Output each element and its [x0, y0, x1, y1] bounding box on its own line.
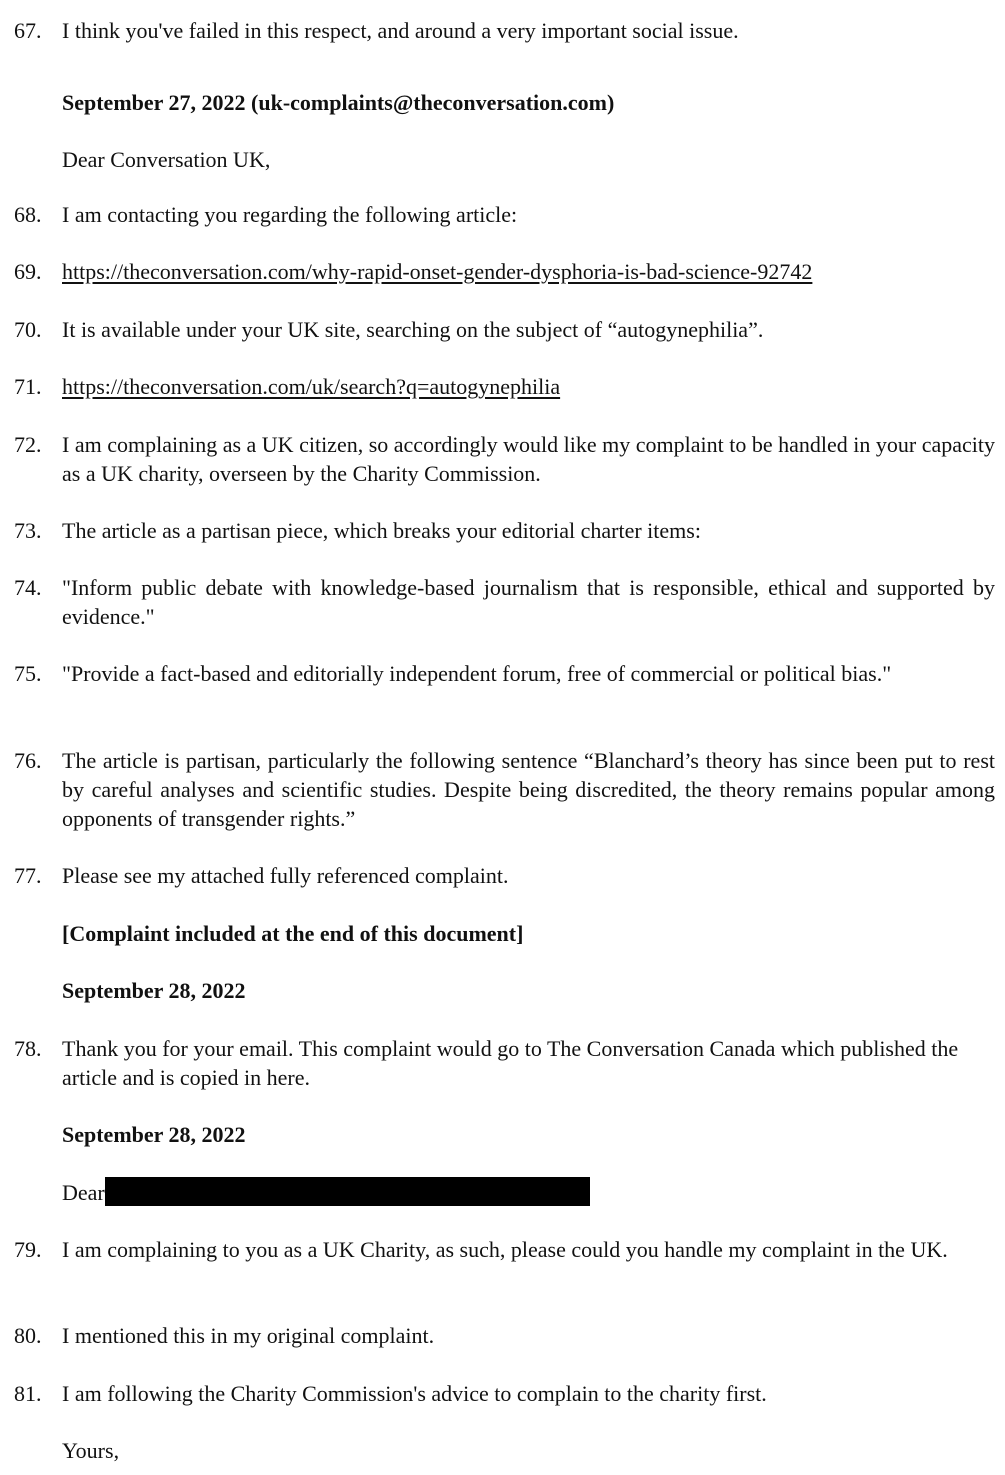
paragraph-text: The article as a partisan piece, which breaks your editorial charter items:: [62, 518, 701, 543]
section-heading: [14, 88, 995, 117]
paragraph-number: 69.: [14, 259, 42, 284]
paragraph-text: The article is partisan, particularly the following sentence “Blanchard’s theory has since been put to rest by careful analyses and scientific studies. Despite being discredited, the theory remains popular among opponents of transgender rights.”: [62, 748, 995, 831]
numbered-paragraph: [14, 430, 995, 488]
numbered-paragraph: [14, 315, 995, 344]
salutation-text: Dear Conversation UK,: [62, 147, 271, 172]
paragraph-number: 75.: [14, 661, 42, 686]
numbered-paragraph: [14, 746, 995, 833]
paragraph-number: 79.: [14, 1237, 42, 1262]
section-heading: [14, 976, 995, 1005]
numbered-paragraph: [14, 1379, 995, 1408]
numbered-paragraph: [14, 573, 995, 631]
numbered-paragraph: [14, 1321, 995, 1350]
paragraph-text: "Inform public debate with knowledge-based journalism that is responsible, ethical and supported by evidence.": [62, 575, 995, 629]
closing: [14, 1436, 995, 1465]
numbered-paragraph: [14, 659, 995, 688]
paragraph-number: 72.: [14, 432, 42, 457]
numbered-paragraph: [14, 16, 995, 45]
paragraph-text: Thank you for your email. This complaint would go to The Conversation Canada which published the article and is copied in here.: [62, 1036, 959, 1090]
salutation-text: Dear: [62, 1180, 105, 1205]
paragraph-number: 68.: [14, 202, 42, 227]
heading-text: [Complaint included at the end of this document]: [62, 921, 524, 946]
paragraph-number: 78.: [14, 1036, 42, 1061]
paragraph-text: I am following the Charity Commission's advice to complain to the charity first.: [62, 1381, 767, 1406]
numbered-paragraph: [14, 516, 995, 545]
redaction-bar: [105, 1177, 590, 1206]
numbered-paragraph: [14, 200, 995, 229]
section-heading: [14, 1120, 995, 1149]
paragraph-number: 77.: [14, 863, 42, 888]
paragraph-text: It is available under your UK site, searching on the subject of “autogynephilia”.: [62, 317, 764, 342]
heading-text: September 28, 2022: [62, 1122, 246, 1147]
paragraph-text: I mentioned this in my original complaint.: [62, 1323, 435, 1348]
paragraph-text: I think you've failed in this respect, and around a very important social issue.: [62, 18, 739, 43]
paragraph-text: "Provide a fact-based and editorially independent forum, free of commercial or political bias.": [62, 661, 892, 686]
paragraph-number: 71.: [14, 374, 42, 399]
numbered-paragraph: [14, 257, 995, 286]
closing-text: Yours,: [62, 1438, 120, 1463]
search-link[interactable]: https://theconversation.com/uk/search?q=autogynephilia: [62, 374, 561, 399]
salutation: [14, 1178, 995, 1207]
paragraph-number: 74.: [14, 575, 42, 600]
paragraph-text: Please see my attached fully referenced complaint.: [62, 863, 509, 888]
paragraph-text: I am complaining to you as a UK Charity, as such, please could you handle my complaint in the UK.: [62, 1237, 948, 1262]
paragraph-number: 70.: [14, 317, 42, 342]
numbered-paragraph: [14, 372, 995, 401]
article-link[interactable]: https://theconversation.com/why-rapid-onset-gender-dysphoria-is-bad-science-92742: [62, 259, 813, 284]
section-heading: [14, 919, 995, 948]
numbered-paragraph: [14, 1034, 995, 1092]
paragraph-number: 67.: [14, 18, 42, 43]
paragraph-number: 76.: [14, 748, 42, 773]
paragraph-number: 81.: [14, 1381, 42, 1406]
numbered-paragraph: [14, 861, 995, 890]
paragraph-text: I am contacting you regarding the following article:: [62, 202, 518, 227]
paragraph-number: 73.: [14, 518, 42, 543]
heading-text: September 28, 2022: [62, 978, 246, 1003]
numbered-paragraph: [14, 1235, 995, 1264]
salutation: [14, 145, 995, 174]
heading-text: September 27, 2022 (uk-complaints@theconversation.com): [62, 90, 615, 115]
paragraph-text: I am complaining as a UK citizen, so accordingly would like my complaint to be handled in your capacity as a UK charity, overseen by the Charity Commission.: [62, 432, 995, 486]
paragraph-number: 80.: [14, 1323, 42, 1348]
